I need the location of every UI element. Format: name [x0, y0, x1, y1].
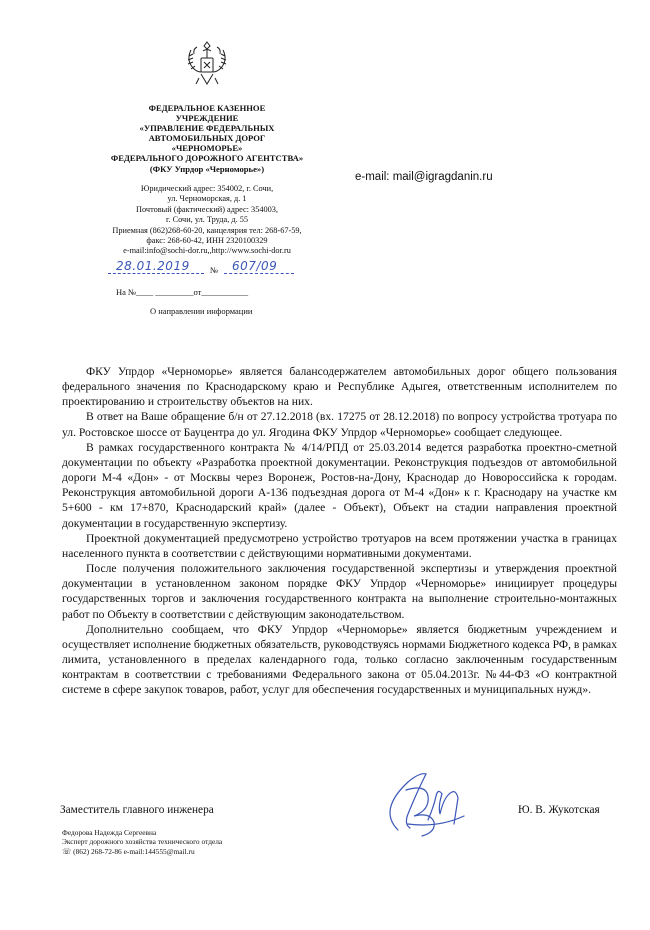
executor-phone: (862) 268-72-86 e-mail:144555@mail.ru [73, 846, 195, 856]
handwritten-signature [368, 760, 478, 840]
body-paragraph: В рамках государственного контракта № 4/14/РПД от 25.03.2014 ведется разработка проектно-сметной документации по объекту «Разработка проектной документации. Реконструкция подъездов от автомобильной дороги М-4 «Дон» - от Москвы через Воронеж, Ростов-на-Дону, Краснодар до Новороссийска к городам. Реконструкция автомобильной дороги А-136 подъездная дорога от М-4 «Дон» к г. Краснодару на участке км 5+600 - км 17+870, Краснодарский край» (далее - Объект), Объект на стадии направления проектной документации в государственную экспертизу. [62, 440, 617, 530]
executor-title: Эксперт дорожного хозяйства технического отдела [62, 837, 223, 847]
address-line: Приемная (862)268-60-20, канцелярия тел: 268-67-59, [112, 225, 302, 235]
body-paragraph: Дополнительно сообщаем, что ФКУ Упрдор «Черноморье» является бюджетным учреждением и осуществляет исполнение бюджетных обязательств, руководствуясь нормами Бюджетного кодекса РФ, в рамках лимита, установленного в пределах календарного года, только согласно заключенным государственным контрактам в соответствии с требованиями Федерального закона от 05.04.2013г. №44-ФЗ «О контрактной системе в сфере закупок товаров, работ, услуг для обеспечения государственных и муниципальных нужд». [62, 622, 617, 697]
recipient-email: e-mail: mail@igragdanin.ru [355, 171, 493, 183]
reference-number-line: На №____ _________от___________ [116, 287, 249, 297]
organization-address [100, 184, 314, 257]
executor-name: Федорова Надежда Сергеевна [62, 828, 157, 837]
org-line: АВТОМОБИЛЬНЫХ ДОРОГ [148, 133, 266, 144]
address-line: г. Сочи, ул. Труда, д. 55 [165, 215, 249, 225]
signatory-name: Ю. В. Жукотская [518, 804, 600, 816]
signatory-position: Заместитель главного инженера [60, 804, 214, 816]
phone-icon: ☏ [62, 846, 72, 856]
address-line: e-mail:info@sochi-dor.ru,,http://www.sochi-dor.ru [123, 246, 291, 256]
body-paragraph: Проектной документацией предусмотрено устройство тротуаров на всем протяжении участка в границах населенного пункта в соответствии с действующими нормативными документами. [62, 531, 617, 560]
address-line: факс: 268-60-42, ИНН 2320100329 [146, 236, 268, 246]
organization-header [100, 103, 314, 174]
number-underline [224, 273, 294, 274]
address-line: Юридический адрес: 354002, г. Сочи, [140, 184, 274, 193]
org-line: ФЕДЕРАЛЬНОЕ КАЗЕННОЕ [148, 103, 266, 113]
org-line: «ЧЕРНОМОРЬЕ» [171, 143, 243, 154]
address-line: Почтовый (фактический) адрес: 354003, [135, 204, 279, 214]
body-paragraph: В ответ на Ваше обращение б/н от 27.12.2018 (вх. 17275 от 28.12.2018) по вопросу устройства тротуара по ул. Ростовское шоссе от Бауцентра до ул. Ягодина ФКУ Упрдор «Черноморье» сообщает следующее. [62, 410, 617, 439]
address-line: ул. Черноморская, д. 1 [167, 194, 247, 204]
number-prefix: № [210, 265, 219, 275]
org-line: «УПРАВЛЕНИЕ ФЕДЕРАЛЬНЫХ [139, 123, 275, 134]
body-paragraph: ФКУ Упрдор «Черноморье» является балансодержателем автомобильных дорог общего пользования федерального значения по Краснодарскому краю и Республике Адыгея, ответственным исполнителем по проектированию и строительству объектов на них. [62, 365, 617, 409]
body-paragraph: После получения положительного заключения государственной экспертизы и утверждения проектной документации в установленном законом порядке ФКУ Упрдор «Черноморье» инициирует процедуры государственных торгов и заключения государственного контракта на выполнение строительно-монтажных работ по Объекту в соответствии с действующим законодательством. [62, 562, 617, 621]
org-line: (ФКУ Упрдор «Черноморье») [149, 163, 265, 174]
executor-contacts [62, 847, 222, 856]
executor-info [62, 828, 222, 856]
coat-of-arms-emblem [183, 38, 231, 88]
handwritten-date: 28.01.2019 [116, 259, 190, 273]
letter-body [62, 364, 617, 697]
date-underline [108, 273, 204, 274]
letter-subject: О направлении информации [150, 306, 253, 316]
org-line: ФЕДЕРАЛЬНОГО ДОРОЖНОГО АГЕНТСТВА» [110, 153, 304, 164]
org-line: УЧРЕЖДЕНИЕ [175, 113, 239, 124]
handwritten-number: 607/09 [232, 259, 278, 273]
